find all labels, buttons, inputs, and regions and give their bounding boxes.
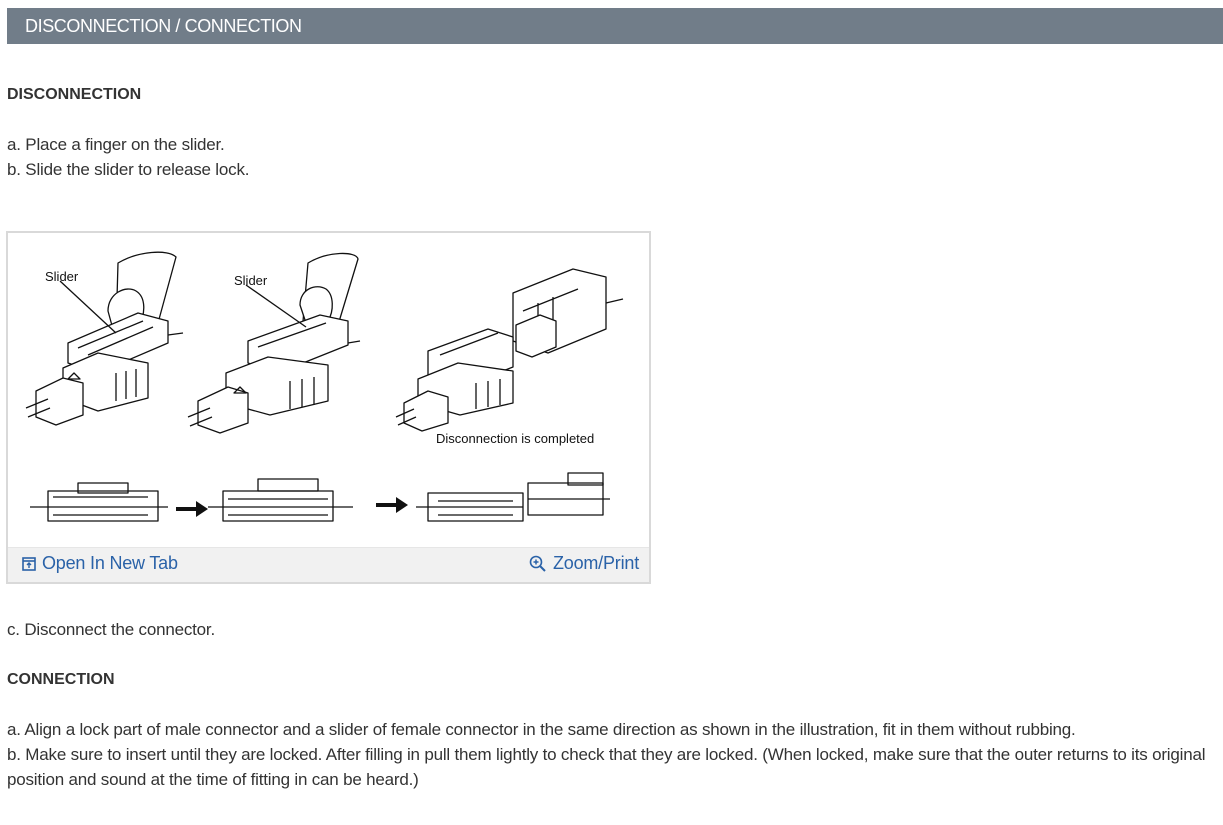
connection-heading: CONNECTION — [7, 671, 115, 688]
zoom-in-icon — [529, 555, 547, 573]
cross-section-sequence — [30, 473, 610, 521]
open-in-new-tab-label: Open In New Tab — [42, 553, 178, 573]
connector-illustration — [8, 233, 649, 547]
illustration-frame — [6, 231, 651, 584]
open-in-new-tab-link[interactable] — [22, 553, 178, 574]
separated-connector — [396, 269, 623, 431]
slider-label-1: Slider — [45, 269, 79, 284]
zoom-print-link[interactable] — [529, 553, 639, 574]
illustration-footer — [8, 547, 649, 582]
section-title: DISCONNECTION / CONNECTION — [25, 16, 302, 36]
disconnection-completed-label: Disconnection is completed — [436, 431, 595, 446]
slider-label-2: Slider — [234, 273, 268, 288]
zoom-print-label: Zoom/Print — [552, 553, 639, 573]
open-new-tab-icon — [22, 557, 36, 571]
disconnection-heading: DISCONNECTION — [7, 86, 142, 103]
connection-step-b: b. Make sure to insert until they are locked. After filling in pull them lightly to check that they are locked. (When locked, make sure that the outer returns to its original position and sound at the time of fitting in can be heard.) — [7, 745, 1206, 789]
section-header-bar — [7, 8, 1223, 44]
disconnection-step-c: c. Disconnect the connector. — [7, 620, 215, 639]
disconnection-step-b: b. Slide the slider to release lock. — [7, 160, 250, 179]
connection-step-a: a. Align a lock part of male connector and a slider of female connector in the same direction as shown in the illustration, fit in them without rubbing. — [7, 720, 1076, 739]
disconnection-step-a: a. Place a finger on the slider. — [7, 135, 225, 154]
connector-with-finger-2 — [188, 253, 360, 433]
